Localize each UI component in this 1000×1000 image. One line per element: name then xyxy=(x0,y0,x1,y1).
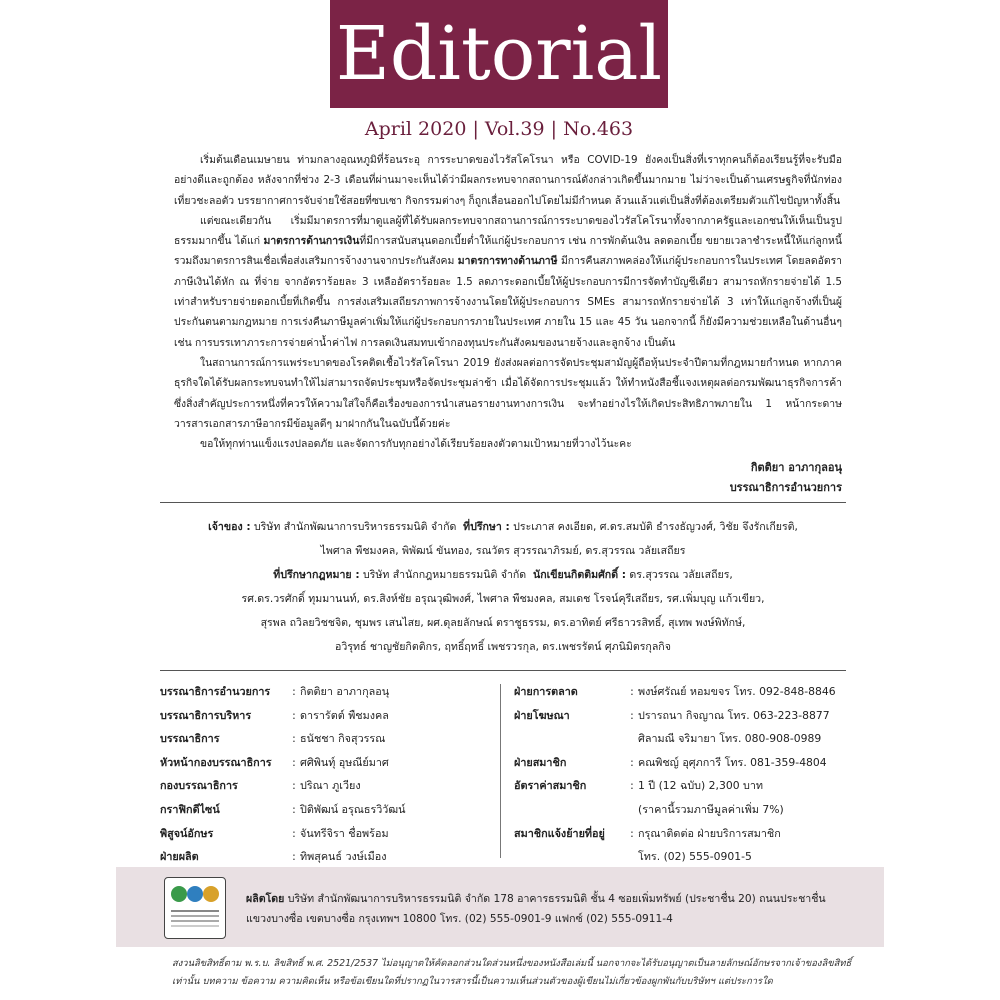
staff-value: จันทรีจิรา ชื่อพร้อม xyxy=(300,826,389,840)
staff-value: ปริณา ภูเวียง xyxy=(300,779,361,793)
staff-value: กิตติยา อาภากุลอนุ xyxy=(300,685,390,698)
bulb-icon xyxy=(203,886,219,902)
staff-value: ทิพสุคนธ์ วงษ์เมือง xyxy=(300,850,387,864)
fine-print-lines xyxy=(171,910,219,912)
credits-line-4: รศ.ดร.วรศักดิ์ ทุมมานนท์, ดร.สิงห์ชัย อรุณวุฒิพงศ์, ไพศาล พืชมงคล, สมเดช โรจน์คุรีเสถียร, รศ.เพิ่มบุญ แก้วเขียว, xyxy=(241,593,765,605)
staff-row xyxy=(160,727,490,751)
honor-label: นักเขียนกิตติมศักดิ์ : xyxy=(532,569,627,581)
staff-colon: : xyxy=(630,755,634,769)
signature xyxy=(730,458,842,498)
staff-colon-blank xyxy=(626,798,638,822)
staff-colon: : xyxy=(292,732,296,746)
water-drop-icon xyxy=(187,886,203,902)
signature-name: กิตติยา อาภากุลอนุ xyxy=(750,461,842,474)
staff-row xyxy=(514,727,844,751)
staff-row xyxy=(514,751,844,775)
producer-label: ผลิตโดย xyxy=(246,893,285,905)
staff-value: พงษ์ศรัณย์ หอมขจร โทร. 092-848-8846 xyxy=(638,685,836,698)
advisor-value: ประเภาส คงเอียด, ศ.ดร.สมบัติ ธำรงธัญวงศ์, วิชัย จึงรักเกียรติ, xyxy=(513,521,798,533)
staff-row xyxy=(160,704,490,728)
staff-row xyxy=(514,680,844,704)
staff-row xyxy=(514,774,844,798)
footer-band xyxy=(116,867,884,947)
staff-label: พิสูจน์อักษร xyxy=(160,826,214,840)
credits-line-2: ไพศาล พืชมงคล, พิพัฒน์ ขันทอง, รณวัตร สุวรรณาภิรมย์, ดร.สุวรรณ วลัยเสถียร xyxy=(320,545,686,557)
staff-label xyxy=(514,727,626,751)
legal-label: ที่ปรึกษากฎหมาย : xyxy=(273,569,360,581)
staff-value: ศศิพินทุ์ อุษณีย์มาศ xyxy=(300,755,389,769)
editorial-body xyxy=(174,150,842,454)
staff-colon-blank xyxy=(626,845,638,869)
staff-row xyxy=(514,845,844,869)
staff-value: 1 ปี (12 ฉบับ) 2,300 บาท xyxy=(638,779,764,793)
staff-colon: : xyxy=(630,779,634,793)
staff-value: ปรารถนา กิจญาณ โทร. 063-223-8877 xyxy=(638,708,830,722)
staff-value: ดารารัตต์ พืชมงคล xyxy=(300,708,389,722)
staff-label: สมาชิกแจ้งย้ายที่อยู่ xyxy=(514,826,605,840)
divider-middle xyxy=(160,670,846,671)
staff-value: กรุณาติดต่อ ฝ่ายบริการสมาชิก xyxy=(638,826,781,840)
staff-row xyxy=(160,798,490,822)
staff-label: กองบรรณาธิการ xyxy=(160,779,238,793)
masthead xyxy=(330,0,668,108)
credits-block xyxy=(160,515,846,659)
staff-colon: : xyxy=(292,708,296,722)
editorial-paragraph-3: ในสถานการณ์การแพร่ระบาดของโรคติดเชื้อไวรัสโคโรนา 2019 ยังส่งผลต่อการจัดประชุมสามัญผู้ถือหุ้นประจำปีตามที่กฎหมายกำหนด หากภาคธุรกิจใดได้รับผลกระทบจนทำให้ไม่สามารถจัดประชุมหรือจัดประชุมล่าช้า เมื่อได้จัดการประชุมแล้ว ให้ทำหนังสือชี้แจงเหตุผลต่อกรมพัฒนาธุรกิจการค้า ซึ่งสิ่งสำคัญประการหนึ่งที่ควรให้ความใส่ใจก็คือเรื่องของการนำเสนอรายงานทางการเงิน จะทำอย่างไรให้เกิดประสิทธิภาพภายใน 1 หน้ากระดาษ วารสารเอกสารภาษีอากรมีข้อมูลดีๆ มาฝากกันในฉบับนี้ด้วยค่ะ xyxy=(174,356,842,430)
staff-colon: : xyxy=(292,802,296,816)
staff-row xyxy=(514,704,844,728)
credits-line-6: อวิรุทธ์ ชาญชัยกิตติกร, ฤทธิ์ฤทธิ์ เพชรวรกุล, ดร.เพชรรัตน์ ศุภนิมิตรกุลกิจ xyxy=(335,641,671,653)
editorial-paragraph-2 xyxy=(174,211,842,353)
signature-role: บรรณาธิการอำนวยการ xyxy=(729,481,842,494)
staff-label: ฝ่ายสมาชิก xyxy=(514,755,567,769)
editorial-paragraph-4: ขอให้ทุกท่านแข็งแรงปลอดภัย และจัดการกับทุกอย่างได้เรียบร้อยลงตัวตามเป้าหมายที่วางไว้นะคะ xyxy=(200,438,632,451)
staff-colon: : xyxy=(292,826,296,840)
producer-address-1: บริษัท สำนักพัฒนาการบริหารธรรมนิติ จำกัด 178 อาคารธรรมนิติ ชั้น 4 ซอยเพิ่มทรัพย์ (ประชาชื่น 20) ถนนประชาชื่น xyxy=(287,893,826,905)
staff-list-left xyxy=(160,680,490,869)
owner-label: เจ้าของ : xyxy=(208,521,251,533)
staff-label: บรรณาธิการบริหาร xyxy=(160,708,252,722)
staff-label xyxy=(514,845,626,869)
staff-row xyxy=(514,798,844,822)
staff-colon-blank xyxy=(626,727,638,751)
staff-label: ฝ่ายผลิต xyxy=(160,850,199,864)
staff-value: ปิติพัฒน์ อรุณธรวิวัฒน์ xyxy=(300,802,406,816)
staff-value: ธนัชชา กิจสุวรรณ xyxy=(300,732,386,746)
p2-text-c: ที่มีการสนับสนุนดอกเบี้ยต่ำให้แก่ผู้ประกอบการ เช่น การพักต้นเงิน ลดดอกเบี้ย ขยายเวลาชำระหนี้ให้แก่ลูกหนี้ รวมถึงมาตรการสินเชื่อเพื่อส่งเสริมการจ้างงานจากประกันสังคม xyxy=(174,235,842,268)
staff-label: บรรณาธิการ xyxy=(160,732,220,746)
staff-label: กราฟิกดีไซน์ xyxy=(160,802,220,816)
leaf-icon xyxy=(171,886,187,902)
staff-label: บรรณาธิการอำนวยการ xyxy=(160,685,271,698)
p2-text-a: แต่ขณะเดียวกัน เริ่มมีมาตรการที่มาดูแลผู้ที่ได้รับผลกระทบจากสถานการณ์การระบาดของไวรัสโคโรนาทั้งจากภาครัฐและเอกชนให้เห็นเป็นรูปธรรมมากขึ้น ได้แก่ xyxy=(174,214,842,248)
staff-colon: : xyxy=(292,685,296,698)
staff-list-right xyxy=(514,680,844,869)
honor-value: ดร.สุวรรณ วลัยเสถียร, xyxy=(629,569,733,581)
editorial-paragraph-1: เริ่มต้นเดือนเมษายน ท่ามกลางอุณหภูมิที่ร้อนระอุ การระบาดของไวรัสโคโรนา หรือ COVID-19 ยังคงเป็นสิ่งที่เราทุกคนก็ต้องเรียนรู้ที่จะรับมืออย่างดีและถูกต้อง หลังจากที่ช่วง 2-3 เดือนที่ผ่านมาจะเห็นได้ว่ามีผลกระทบจากสถานการณ์ดังกล่าวเกิดขึ้นมากมาย ไม่ว่าจะเป็นด้านเศรษฐกิจที่นักท่องเที่ยวชะลอตัว บรรยากาศการจับจ่ายใช้สอยที่ซบเซา กิจกรรมต่างๆ ก็ถูกเลื่อนออกไปโดยไม่มีกำหนด ล้วนแล้วแต่เป็นสิ่งที่ต้องเตรียมตัวแก้ไขปัญหาทั้งสิ้น xyxy=(174,154,842,207)
staff-label xyxy=(514,798,626,822)
staff-colon: : xyxy=(292,779,296,793)
eco-certification-logo-icon xyxy=(164,877,226,939)
p2-bold-financial: มาตรการด้านการเงิน xyxy=(263,235,360,248)
staff-colon: : xyxy=(292,755,296,769)
staff-label: อัตราค่าสมาชิก xyxy=(514,779,587,793)
staff-label: ฝ่ายการตลาด xyxy=(514,685,578,698)
staff-label: หัวหน้ากองบรรณาธิการ xyxy=(160,755,272,769)
staff-row xyxy=(160,845,490,869)
advisor-label: ที่ปรึกษา : xyxy=(463,521,510,533)
masthead-title: Editorial xyxy=(335,11,663,97)
p2-text-d: มีการคืนสภาพคล่องให้แก่ผู้ประกอบการในประเทศ โดยลดอัตราภาษีเงินได้หัก ณ ที่จ่าย จากอัตราร้อยละ 3 เหลืออัตราร้อยละ 1.5 ลดภาระดอกเบี้ยให้ผู้ประกอบการมีการจัดทำบัญชีเดียว สามารถหักรายจ่ายได้ 1.5 เท่าสำหรับรายจ่ายดอกเบี้ยที่เกิดขึ้น การส่งเสริมเสถียรภาพการจ้างงานโดยให้ผู้ประกอบการ SMEs สามารถหักรายจ่ายได้ 3 เท่าให้แก่ลูกจ้างที่เป็นผู้ประกันตนตามกฎหมาย การเร่งคืนภาษีมูลค่าเพิ่มให้แก่ผู้ประกอบการภายในประเทศ ภายใน 15 และ 45 วัน นอกจากนี้ ก็ยังมีความช่วยเหลือในด้านอื่นๆ เช่น การบรรเทาภาระการจ่ายค่าน้ำค่าไฟ การลดเงินสมทบเข้ากองทุนประกันสังคมของนายจ้างและลูกจ้าง เป็นต้น xyxy=(174,255,842,349)
producer-line-2: แขวงบางซื่อ เขตบางซื่อ กรุงเทพฯ 10800 โทร. (02) 555-0901-9 แฟกซ์ (02) 555-0911-4 xyxy=(246,913,673,925)
producer-info xyxy=(246,889,871,929)
issue-line: April 2020 | Vol.39 | No.463 xyxy=(364,118,634,140)
staff-value: โทร. (02) 555-0901-5 xyxy=(638,850,752,864)
staff-colon: : xyxy=(630,708,634,722)
staff-value: คณพิชญ์ อุศุภการี โทร. 081-359-4804 xyxy=(638,755,827,769)
credits-line-5: สุรพล ถวิลยวิชชจิต, ชุมพร เสนไสย, ผศ.ดุลยลักษณ์ ตราชูธรรม, ดร.อาทิตย์ ศรีธาวรสิทธิ์, สุเทพ พงษ์พิทักษ์, xyxy=(260,617,746,629)
legal-value: บริษัท สำนักกฎหมายธรรมนิติ จำกัด xyxy=(362,569,527,581)
staff-colon: : xyxy=(292,850,296,864)
staff-row xyxy=(160,751,490,775)
staff-colon: : xyxy=(630,826,634,840)
staff-label: ฝ่ายโฆษณา xyxy=(514,708,570,722)
staff-value: ศิลามณี จริมายา โทร. 080-908-0989 xyxy=(638,732,822,746)
column-divider xyxy=(500,684,501,858)
staff-row xyxy=(160,774,490,798)
staff-colon: : xyxy=(630,685,634,698)
staff-row xyxy=(160,680,490,704)
credits-line-1 xyxy=(160,515,846,539)
divider-top xyxy=(160,502,846,503)
owner-value: บริษัท สำนักพัฒนาการบริหารธรรมนิติ จำกัด xyxy=(253,521,457,533)
p2-bold-tax: มาตรการทางด้านภาษี xyxy=(457,255,558,268)
credits-line-3 xyxy=(160,563,846,587)
staff-value: (ราคานี้รวมภาษีมูลค่าเพิ่ม 7%) xyxy=(638,802,784,816)
producer-line-1 xyxy=(246,889,871,909)
staff-row xyxy=(160,822,490,846)
copyright-notice: สงวนลิขสิทธิ์ตาม พ.ร.บ. ลิขสิทธิ์ พ.ศ. 2521/2537 ไม่อนุญาตให้คัดลอกส่วนใดส่วนหนึ่งของหนังสือเล่มนี้ นอกจากจะได้รับอนุญาตเป็นลายลักษณ์อักษรจากเจ้าของลิขสิทธิ์เท่านั้น บทความ ข้อความ ความคิดเห็น หรือข้อเขียนใดที่ปรากฏในวารสารนี้เป็นความเห็นส่วนตัวของผู้เขียนไม่เกี่ยวข้องผูกพันกับบริษัทฯ แต่ประการใด xyxy=(172,958,852,987)
staff-row xyxy=(514,822,844,846)
